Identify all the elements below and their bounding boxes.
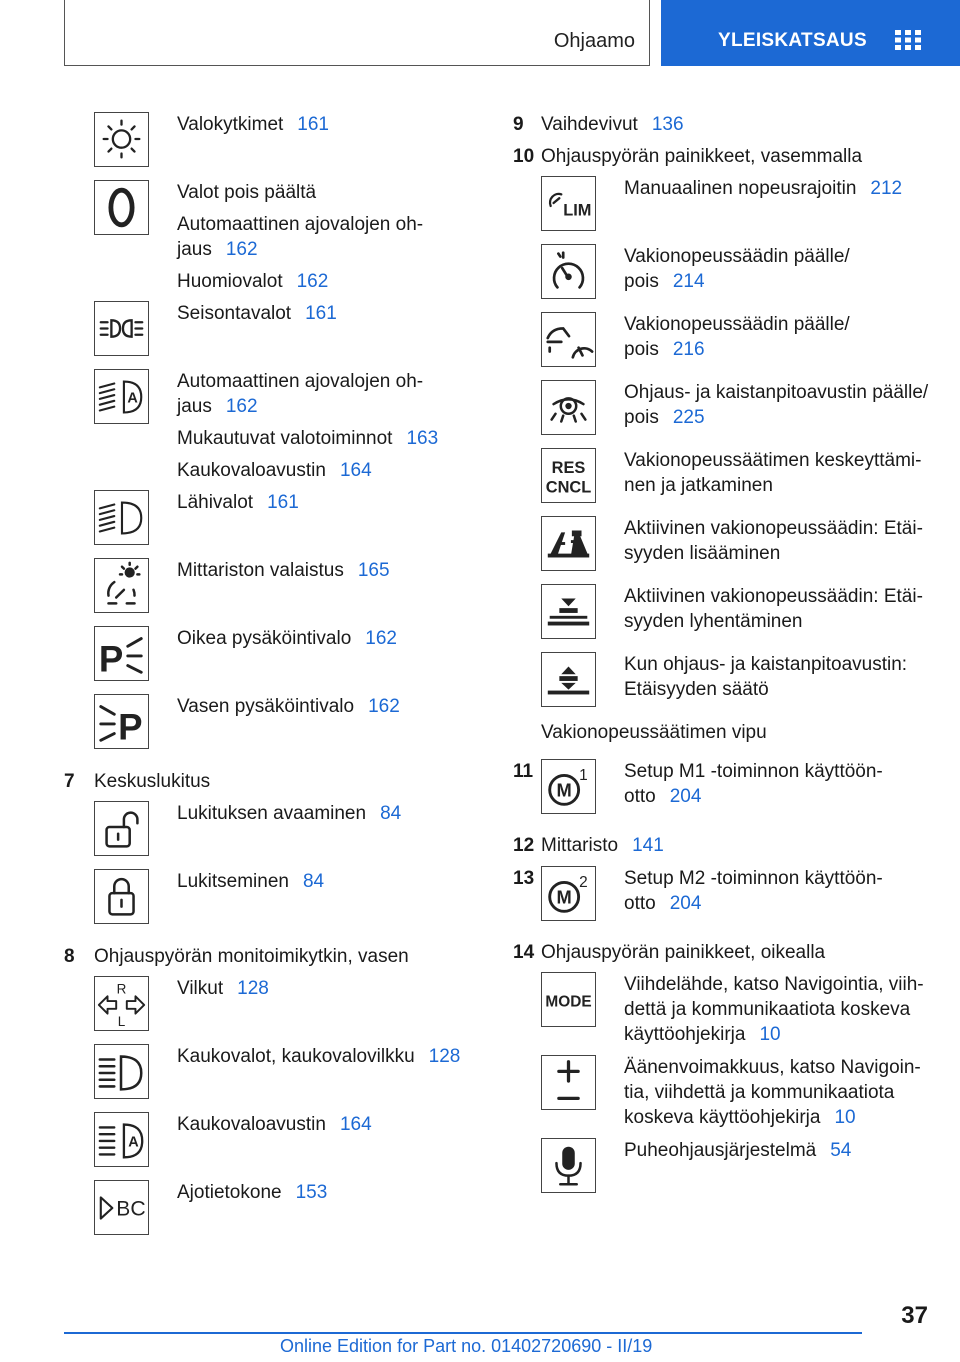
distance-increase-icon [541, 516, 596, 571]
entry-auto-headlight-2-cont: jaus 162 [177, 396, 258, 417]
low-beam-icon [94, 490, 149, 545]
entry-cruise-control-cont: pois 214 [624, 271, 705, 292]
item-number: 9 [513, 114, 524, 135]
page-ref[interactable]: 212 [870, 178, 903, 199]
entry-auto-headlight: Automaattinen ajovalojen oh- [177, 214, 424, 235]
entry-volume: Äänenvoimakkuus, katso Navigoin- [624, 1057, 921, 1078]
item-number: 12 [513, 835, 535, 856]
edition-note: Online Edition for Part no. 01402720690 - II/19 [280, 1336, 653, 1356]
entry-light-switch: Valokytkimet 161 [177, 114, 329, 135]
page-ref[interactable]: 162 [225, 239, 258, 260]
item-title: Ohjauspyörän painikkeet, vasemmalla [541, 146, 863, 167]
entry-turn-signals: Vilkut 128 [177, 978, 269, 999]
svg-text:R: R [116, 981, 127, 997]
page-ref[interactable]: 164 [339, 460, 372, 481]
svg-text:L: L [117, 1014, 126, 1030]
page-number: 37 [901, 1302, 928, 1329]
entry-board-computer: Ajotietokone 153 [177, 1182, 328, 1203]
turn-signal-icon [94, 976, 149, 1031]
entry-lock: Lukitseminen 84 [177, 871, 325, 892]
section-title: YLEISKATSAUS [718, 30, 867, 51]
page-ref[interactable]: 163 [406, 428, 439, 449]
page-ref[interactable]: 165 [357, 560, 390, 581]
header-chapter-box [64, 0, 650, 66]
m2-icon [541, 866, 596, 921]
page-ref[interactable]: 10 [834, 1107, 856, 1128]
item-instrument-cluster: Mittaristo 141 [541, 835, 664, 856]
high-beam-icon [94, 1044, 149, 1099]
item-title: Keskuslukitus [94, 771, 211, 792]
entry-mode-cont: dettä ja kommunikaatiota koskeva [624, 999, 911, 1020]
high-beam-assistant-icon [94, 1112, 149, 1167]
svg-text:1: 1 [579, 767, 588, 785]
lock-icon [94, 869, 149, 924]
entry-low-beam: Lähivalot 161 [177, 492, 299, 513]
mode-icon [541, 972, 596, 1027]
svg-text:BC: BC [116, 1197, 146, 1221]
entry-distance-adjust-cont: Etäisyyden säätö [624, 679, 769, 700]
speed-limiter-icon [541, 176, 596, 231]
entry-distance-increase: Aktiivinen vakionopeussäädin: Etäi- [624, 518, 923, 539]
entry-instrument-lighting: Mittariston valaistus 165 [177, 560, 390, 581]
cruise-control-icon [541, 244, 596, 299]
item-number: 13 [513, 868, 535, 889]
svg-text:LIM: LIM [563, 201, 592, 220]
entry-voice-control: Puheohjausjärjestelmä 54 [624, 1140, 852, 1161]
page-ref[interactable]: 153 [295, 1182, 328, 1203]
page-ref[interactable]: 225 [672, 407, 705, 428]
page-ref[interactable]: 162 [368, 696, 400, 717]
entry-setup-m1: Setup M1 -toiminnon käyttöön- [624, 761, 883, 782]
page-ref[interactable]: 84 [380, 803, 402, 824]
page-ref[interactable]: 161 [297, 114, 329, 135]
entry-lights-off: Valot pois päältä [177, 182, 317, 203]
parking-light-icon [94, 301, 149, 356]
entry-lane-assist: Ohjaus- ja kaistanpitoavustin päälle/ [624, 382, 929, 403]
unlock-icon [94, 801, 149, 856]
item-number: 10 [513, 146, 535, 167]
svg-text:M: M [556, 779, 572, 801]
page-ref[interactable]: 54 [830, 1140, 852, 1161]
entry-setup-m1-cont: otto 204 [624, 786, 702, 807]
page-ref[interactable]: 162 [365, 628, 397, 649]
left-parking-light-icon [94, 694, 149, 749]
item-number: 7 [64, 771, 75, 792]
entry-setup-m2-cont: otto 204 [624, 893, 702, 914]
entry-active-cruise-cont: pois 216 [624, 339, 705, 360]
microphone-icon [541, 1138, 596, 1193]
entry-distance-adjust: Kun ohjaus- ja kaistanpitoavustin: [624, 654, 908, 675]
page-ref[interactable]: 204 [669, 786, 702, 807]
board-computer-icon [94, 1180, 149, 1235]
page-ref[interactable]: 164 [339, 1114, 372, 1135]
m1-icon [541, 759, 596, 814]
page-ref[interactable]: 162 [225, 396, 258, 417]
page-ref[interactable]: 84 [302, 871, 325, 892]
item-number: 8 [64, 946, 75, 967]
entry-setup-m2: Setup M2 -toiminnon käyttöön- [624, 868, 883, 889]
entry-unlock: Lukituksen avaaminen 84 [177, 803, 402, 824]
entry-high-beam-assist: Kaukovaloavustin 164 [177, 460, 372, 481]
page-ref[interactable]: 161 [267, 492, 299, 513]
svg-text:M: M [556, 886, 572, 908]
item-number: 14 [513, 942, 535, 963]
entry-volume-cont: tia, viihdettä ja kommunikaatiota [624, 1082, 895, 1103]
page-ref[interactable]: 161 [305, 303, 337, 324]
entry-right-parking: Oikea pysäköintivalo 162 [177, 628, 397, 649]
entry-distance-decrease: Aktiivinen vakionopeussäädin: Etäi- [624, 586, 923, 607]
entry-active-cruise: Vakionopeussäädin päälle/ [624, 314, 850, 335]
page-ref[interactable]: 141 [632, 835, 664, 856]
entry-auto-headlight-2: Automaattinen ajovalojen oh- [177, 371, 424, 392]
page-ref[interactable]: 128 [428, 1046, 461, 1067]
page-ref[interactable]: 162 [296, 271, 329, 292]
page-ref[interactable]: 214 [672, 271, 705, 292]
entry-volume-cont2: koskeva käyttöohjekirja 10 [624, 1107, 856, 1128]
entry-cruise-control: Vakionopeussäädin päälle/ [624, 246, 850, 267]
grid-icon [895, 30, 921, 50]
light-switch-icon [94, 112, 149, 167]
entry-res-cncl: Vakionopeussäätimen keskeyttämi- [624, 450, 922, 471]
page-ref[interactable]: 128 [237, 978, 269, 999]
entry-lane-assist-cont: pois 225 [624, 407, 705, 428]
svg-text:A: A [128, 1134, 139, 1151]
instrument-lighting-icon [94, 558, 149, 613]
item-gear-paddles: Vaihdevivut 136 [541, 114, 684, 135]
chapter-title: Ohjaamo [553, 30, 635, 52]
volume-icon [541, 1055, 596, 1110]
svg-text:MODE: MODE [545, 993, 592, 1011]
item-title: Ohjauspyörän painikkeet, oikealla [541, 942, 826, 963]
item-title: Ohjauspyörän monitoimikytkin, vasen [94, 946, 409, 967]
entry-adaptive-lights: Mukautuvat valotoiminnot 163 [177, 428, 439, 449]
svg-text:A: A [127, 390, 138, 407]
distance-adjust-icon [541, 652, 596, 707]
page-ref[interactable]: 204 [669, 893, 702, 914]
svg-text:2: 2 [579, 874, 588, 892]
page-ref[interactable]: 216 [672, 339, 705, 360]
entry-left-parking: Vasen pysäköintivalo 162 [177, 696, 400, 717]
entry-res-cncl-cont: nen ja jatkaminen [624, 475, 773, 496]
auto-headlight-icon [94, 369, 149, 424]
svg-text:RES: RES [551, 459, 586, 478]
right-parking-light-icon [94, 626, 149, 681]
section-tab[interactable] [661, 0, 960, 66]
page-ref[interactable]: 10 [759, 1024, 781, 1045]
entry-mode: Viihdelähde, katso Navigointia, viih- [624, 974, 924, 995]
svg-text:P: P [98, 638, 124, 680]
entry-distance-decrease-cont: syyden lyhentäminen [624, 611, 803, 632]
active-cruise-icon [541, 312, 596, 367]
entry-auto-headlight-cont: jaus 162 [177, 239, 258, 260]
distance-decrease-icon [541, 584, 596, 639]
entry-high-beam: Kaukovalot, kaukovalovilkku 128 [177, 1046, 461, 1067]
steering-assist-icon [541, 380, 596, 435]
entry-mode-cont2: käyttöohjekirja 10 [624, 1024, 781, 1045]
entry-parking-lights: Seisontavalot 161 [177, 303, 337, 324]
item-number: 11 [513, 761, 534, 782]
res-cncl-icon [541, 448, 596, 503]
svg-text:P: P [118, 706, 143, 748]
entry-cruise-lever: Vakionopeussäätimen vipu [541, 722, 767, 743]
entry-daytime-lights: Huomiovalot 162 [177, 271, 329, 292]
zero-icon [94, 180, 149, 235]
page-ref[interactable]: 136 [651, 114, 684, 135]
entry-high-beam-assist-2: Kaukovaloavustin 164 [177, 1114, 372, 1135]
svg-text:CNCL: CNCL [545, 478, 592, 497]
footer-divider [64, 1332, 862, 1334]
entry-distance-increase-cont: syyden lisääminen [624, 543, 781, 564]
entry-speed-limiter: Manuaalinen nopeusrajoitin 212 [624, 178, 903, 199]
